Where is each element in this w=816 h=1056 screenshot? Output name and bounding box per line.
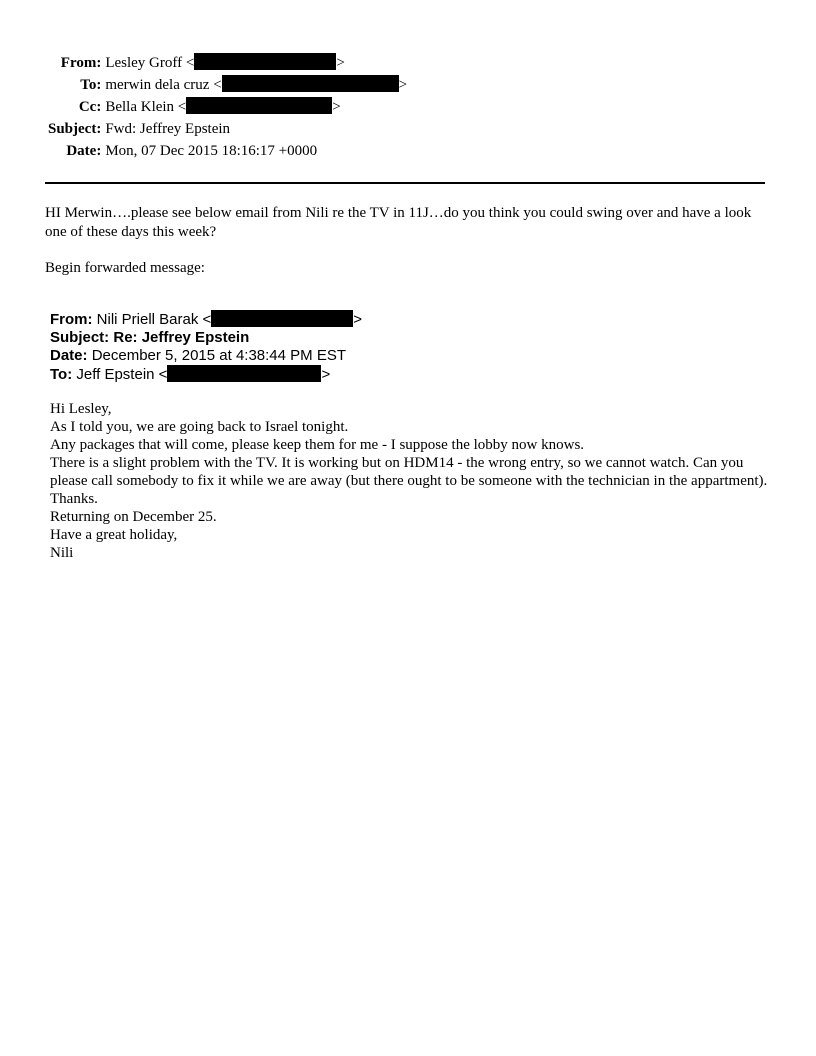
- fwd-subject-row: [50, 329, 362, 347]
- begin-forwarded-label: Begin forwarded message:: [45, 260, 205, 276]
- fwd-line: As I told you, we are going back to Israel tonight.: [50, 419, 349, 435]
- fwd-line: There is a slight problem with the TV. It is working but on HDM14 - the wrong entry, so we cannot watch. Can you please call somebody to fix it while we are away (but there ought to be someone with the technician in the appartment). Thanks.: [50, 455, 768, 507]
- fwd-to-label: To:: [50, 366, 73, 383]
- from-close: >: [336, 55, 345, 71]
- to-close: >: [398, 77, 408, 93]
- fwd-date-label: Date:: [50, 347, 88, 364]
- cc-name: Bella Klein <: [105, 99, 187, 115]
- cc-label: Cc:: [78, 99, 102, 115]
- header-divider: [45, 182, 765, 184]
- redacted-email: [222, 75, 399, 92]
- redacted-email: [167, 365, 321, 382]
- email-header: [48, 52, 407, 162]
- fwd-from-close: >: [353, 311, 363, 328]
- message-body: [45, 204, 770, 242]
- fwd-line: Returning on December 25.: [50, 509, 217, 525]
- fwd-line-greeting: Hi Lesley,: [50, 401, 112, 417]
- fwd-line-signature: Nili: [50, 545, 74, 561]
- forwarded-header: [50, 310, 362, 384]
- fwd-from-label: From:: [50, 311, 93, 328]
- date-value: Mon, 07 Dec 2015 18:16:17 +0000: [105, 143, 318, 159]
- fwd-to-close: >: [321, 366, 331, 383]
- fwd-date-value: December 5, 2015 at 4:38:44 PM EST: [91, 347, 346, 364]
- fwd-line: Have a great holiday,: [50, 527, 178, 543]
- forwarded-body: [50, 400, 772, 562]
- header-cc-row: [48, 96, 407, 118]
- fwd-from-name: Nili Priell Barak <: [96, 311, 212, 328]
- subject-value: Fwd: Jeffrey Epstein: [105, 121, 231, 137]
- fwd-to-row: [50, 365, 362, 384]
- cc-value: [105, 96, 407, 118]
- header-date-row: [48, 140, 407, 162]
- to-value: [105, 74, 407, 96]
- fwd-line: Any packages that will come, please keep them for me - I suppose the lobby now knows.: [50, 437, 585, 453]
- fwd-date-row: [50, 347, 362, 365]
- header-subject-row: [48, 118, 407, 140]
- from-name: Lesley Groff <: [105, 55, 195, 71]
- header-to-row: [48, 74, 407, 96]
- fwd-to-name: Jeff Epstein <: [76, 366, 168, 383]
- message-paragraph: HI Merwin….please see below email from Nili re the TV in 11J…do you think you could swing over and have a look one of these days this week?: [45, 205, 752, 240]
- cc-close: >: [332, 99, 341, 115]
- redacted-email: [186, 97, 332, 114]
- redacted-email: [211, 310, 353, 327]
- to-label: To:: [80, 77, 102, 93]
- date-label: Date:: [66, 143, 102, 159]
- fwd-subject-label: Subject:: [50, 329, 110, 346]
- from-value: [105, 52, 407, 74]
- fwd-from-row: [50, 310, 362, 329]
- to-name: merwin dela cruz <: [105, 77, 222, 93]
- from-label: From:: [60, 55, 102, 71]
- redacted-email: [194, 53, 336, 70]
- fwd-subject-value: Re: Jeffrey Epstein: [113, 329, 250, 346]
- header-from-row: [48, 52, 407, 74]
- subject-label: Subject:: [48, 121, 102, 137]
